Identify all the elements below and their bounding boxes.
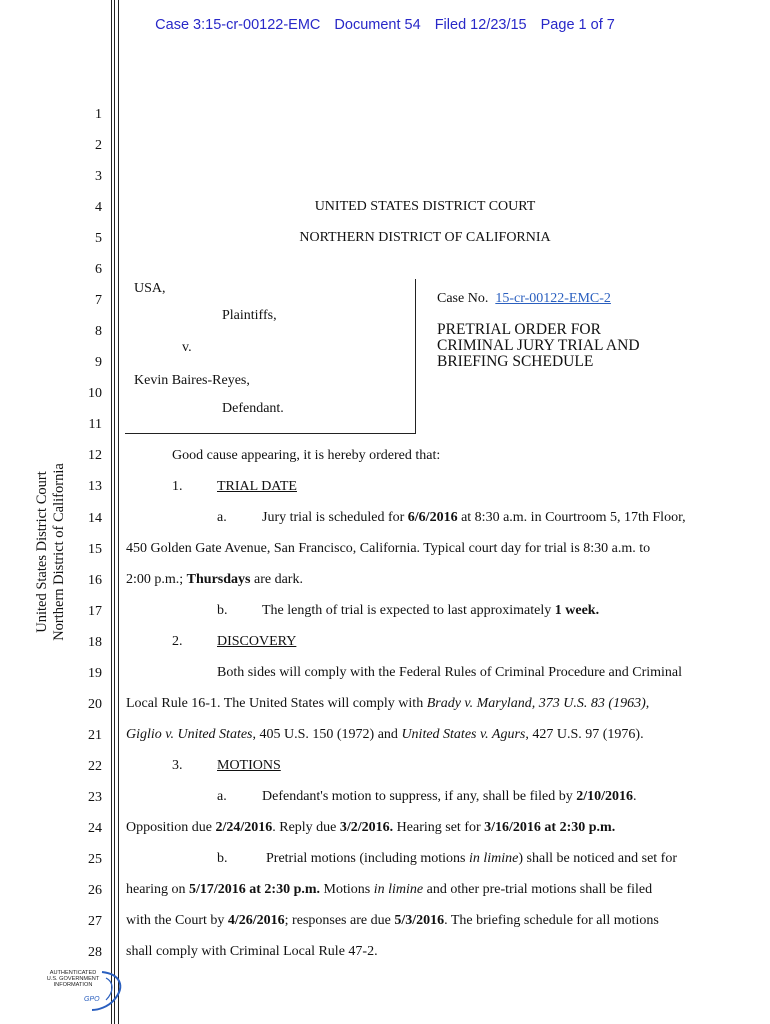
discovery-line2: Local Rule 16-1. The United States will comply with Brady v. Maryland, 373 U.S. 83 (1963), [126, 696, 650, 711]
discovery-line1: Both sides will comply with the Federal Rules of Criminal Procedure and Criminal [217, 665, 683, 680]
line-number: 19 [88, 665, 102, 681]
dark-day: Thursdays [186, 572, 251, 587]
line-number: 4 [95, 200, 102, 216]
case-number-block [437, 291, 611, 307]
item-3b-line3: with the Court by 4/26/2016; responses are due 5/3/2016. The briefing schedule for all motions [126, 913, 659, 928]
line-number: 16 [88, 572, 102, 588]
line-number: 21 [88, 727, 102, 743]
caption-divider-vertical [415, 279, 416, 434]
court-name: UNITED STATES DISTRICT COURT [314, 199, 536, 214]
line-number: 13 [88, 479, 102, 495]
line-number: 18 [88, 634, 102, 650]
line-number: 6 [95, 262, 102, 278]
line-number: 23 [88, 789, 102, 805]
item-3b-line2: hearing on 5/17/2016 at 2:30 p.m. Motions in limine and other pre-trial motions shall be filed [126, 882, 653, 897]
order-title-line: BRIEFING SCHEDULE [437, 353, 594, 370]
line-number: 25 [88, 851, 102, 867]
side-label-court: United States District Court [34, 471, 50, 633]
order-title-line: CRIMINAL JURY TRIAL AND [437, 337, 640, 354]
line-number: 17 [88, 603, 102, 619]
item-1b-text: The length of trial is expected to last approximately 1 week. [262, 603, 600, 618]
item-3a-line2: Opposition due 2/24/2016. Reply due 3/2/2016. Hearing set for 3/16/2016 at 2:30 p.m. [126, 820, 616, 835]
order-title-line: PRETRIAL ORDER FOR [437, 321, 601, 338]
line-number: 26 [88, 883, 102, 898]
line-number: 12 [88, 448, 102, 464]
gpo-mark: GPO [84, 996, 100, 1003]
line-number: 22 [88, 758, 102, 774]
line-number: 3 [95, 169, 102, 185]
caption-plaintiff-role: Plaintiffs, [222, 308, 277, 323]
gpo-authentication-logo [42, 970, 132, 1012]
court-district: NORTHERN DISTRICT OF CALIFORNIA [299, 230, 551, 245]
line-number: 14 [88, 510, 102, 526]
document-number: Document 54 [334, 17, 421, 33]
page-indicator: Page 1 of 7 [540, 17, 615, 33]
line-number: 28 [88, 945, 102, 961]
left-margin-rule [111, 0, 112, 1024]
filed-date: Filed 12/23/15 [434, 17, 527, 33]
trial-date: 6/6/2016 [407, 510, 458, 525]
case-number-link[interactable]: 15-cr-00122-EMC-2 [495, 291, 611, 306]
section-1-number: 1. [172, 479, 183, 494]
line-number: 10 [88, 386, 102, 402]
seal-text: AUTHENTICATED U.S. GOVERNMENT INFORMATION [46, 970, 100, 989]
item-1b-label: b. [217, 603, 228, 618]
left-margin-rule-double [114, 0, 115, 1024]
item-3a-label: a. [217, 789, 227, 804]
intro-paragraph: Good cause appearing, it is hereby ordered that: [172, 448, 441, 463]
side-label-district: Northern District of California [51, 463, 67, 641]
trial-length: 1 week. [554, 603, 600, 618]
section-2-number: 2. [172, 634, 183, 649]
item-1a-line3: 2:00 p.m.; Thursdays are dark. [126, 572, 303, 587]
item-3a-text: Defendant's motion to suppress, if any, shall be filed by 2/10/2016. [262, 789, 637, 804]
line-number: 11 [88, 417, 102, 433]
section-3-number: 3. [172, 758, 183, 773]
line-number: 7 [95, 293, 102, 309]
line-number: 15 [88, 541, 102, 557]
item-3b-label: b. [217, 851, 228, 866]
item-3b-text: Pretrial motions (including motions in limine) shall be noticed and set for [266, 851, 678, 866]
line-number: 1 [95, 107, 102, 122]
case-no-label: Case No. [437, 291, 489, 306]
caption-versus: v. [182, 340, 192, 355]
section-2-title: DISCOVERY [217, 634, 297, 649]
line-number: 20 [88, 696, 102, 712]
line-number: 8 [95, 324, 102, 340]
caption-divider-horizontal [125, 433, 416, 434]
discovery-line3: Giglio v. United States, 405 U.S. 150 (1972) and United States v. Agurs, 427 U.S. 97 (1976). [126, 727, 644, 742]
caption-defendant-role: Defendant. [222, 401, 284, 416]
line-number: 24 [88, 820, 102, 836]
line-number: 9 [95, 355, 102, 371]
order-title [437, 322, 640, 370]
ecf-header [0, 17, 770, 33]
line-number: 5 [95, 231, 102, 247]
eagle-swoosh-icon [42, 970, 132, 1012]
item-1a-text: Jury trial is scheduled for 6/6/2016 at 8:30 a.m. in Courtroom 5, 17th Floor, [262, 510, 686, 525]
line-number: 2 [95, 138, 102, 154]
left-margin-rule-inner [118, 0, 119, 1024]
court-side-label [34, 463, 68, 641]
caption-defendant: Kevin Baires-Reyes, [134, 373, 250, 388]
section-3-title: MOTIONS [217, 758, 281, 773]
line-number: 27 [88, 914, 102, 930]
item-1a-line2: 450 Golden Gate Avenue, San Francisco, California. Typical court day for trial is 8:30 a.m. to [126, 541, 651, 556]
item-1a-label: a. [217, 510, 227, 525]
caption-plaintiff: USA, [134, 281, 166, 296]
item-3b-line4: shall comply with Criminal Local Rule 47-2. [126, 944, 378, 959]
case-number-header: Case 3:15-cr-00122-EMC [155, 17, 321, 33]
section-1-title: TRIAL DATE [217, 479, 297, 494]
